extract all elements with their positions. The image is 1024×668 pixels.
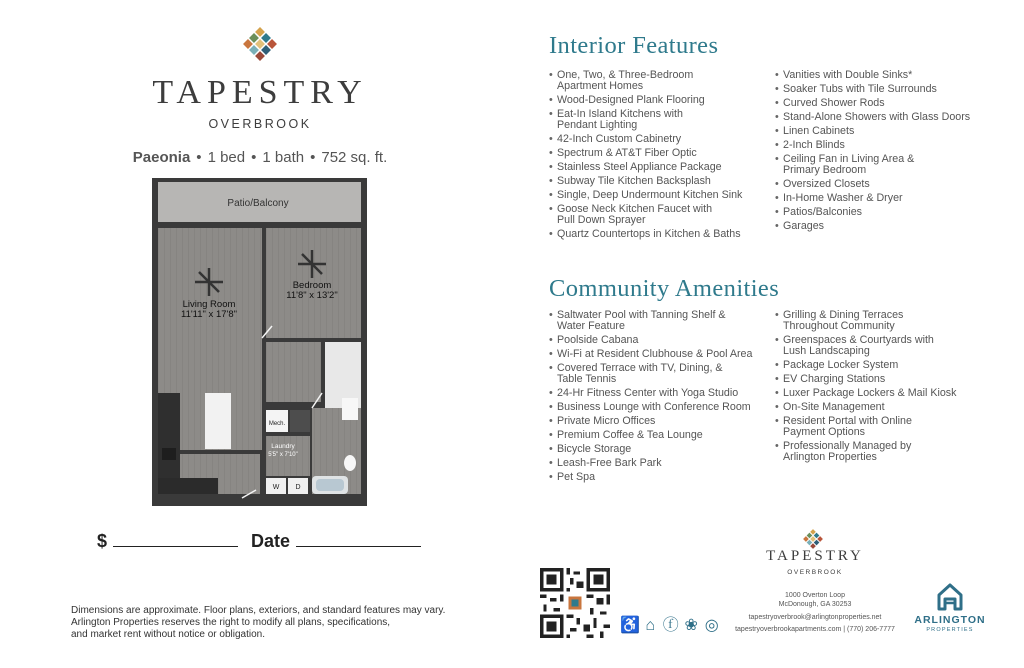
feature-item: • Spectrum & AT&T Fiber Optic (549, 148, 764, 159)
living-room-size: 11'11" x 17'8" (181, 309, 237, 320)
plan-beds: 1 bed (207, 149, 246, 166)
date-label: Date (251, 531, 291, 551)
feature-item: • Pet Spa (549, 472, 771, 483)
feature-item: • Ceiling Fan in Living Area & Primary Bedroom (775, 154, 990, 176)
feature-item: • Greenspaces & Courtyards with Lush Landscaping (775, 335, 990, 357)
feature-item: • Leash-Free Bark Park (549, 458, 771, 469)
feature-item: • Bicycle Storage (549, 444, 771, 455)
address-line-2: McDonough, GA 30253 (778, 600, 852, 608)
feature-item: • Business Lounge with Conference Room (549, 402, 771, 413)
community-amenities-list-2 (775, 310, 990, 466)
feature-item: • Eat-In Island Kitchens with Pendant Lighting (549, 109, 764, 131)
address-line-1: 1000 Overton Loop (785, 592, 845, 599)
feature-item: • Stainless Steel Appliance Package (549, 162, 764, 173)
feature-item: • Vanities with Double Sinks* (775, 70, 990, 81)
feature-item: • Patios/Balconies (775, 207, 990, 218)
feature-item: • On-Site Management (775, 402, 990, 413)
feature-item: • EV Charging Stations (775, 374, 990, 385)
feature-item: • Resident Portal with Online Payment Options (775, 416, 990, 438)
equal-housing-icon: ⌂ (645, 617, 656, 634)
bedroom-size: 11'8" x 13'2" (286, 290, 338, 301)
interior-features-list-2 (775, 70, 990, 235)
feature-item: • Professionally Managed by Arlington Properties (775, 441, 990, 463)
feature-item: • Stand-Alone Showers with Glass Doors (775, 112, 990, 123)
feature-item: • Luxer Package Lockers & Mail Kiosk (775, 388, 990, 399)
laundry-label: Laundry (271, 443, 295, 450)
accessibility-icons (620, 615, 720, 637)
feature-item: • Wood-Designed Plank Flooring (549, 95, 764, 106)
disclaimer-line: Arlington Properties reserves the right to modify all plans, specifications, (71, 617, 391, 629)
disclaimer-line: and market rent without notice or obligation. (71, 629, 265, 641)
feature-item: • One, Two, & Three-Bedroom Apartment Homes (549, 70, 764, 92)
plan-size: 752 sq. ft. (321, 149, 388, 166)
patio-label: Patio/Balcony (227, 198, 289, 209)
interior-features-list-1 (549, 70, 764, 243)
feature-item: • Poolside Cabana (549, 335, 771, 346)
feature-item: • 42-Inch Custom Cabinetry (549, 134, 764, 145)
brand-subtitle: OVERBROOK (208, 117, 312, 131)
dryer-label: D (295, 484, 301, 491)
laundry-size: 5'5" x 7'10" (268, 452, 298, 458)
disclaimer-line: Dimensions are approximate. Floor plans, exteriors, and standard features may vary. (71, 605, 446, 616)
plan-name: Paeonia (132, 149, 191, 166)
facebook-icon[interactable]: ⓕ (662, 617, 679, 634)
feature-item: • Saltwater Pool with Tanning Shelf & Water Feature (549, 310, 771, 332)
paw-icon: ❀ (684, 617, 698, 634)
feature-item: • 24-Hr Fitness Center with Yoga Studio (549, 388, 771, 399)
email-link[interactable]: tapestryoverbrook@arlingtonproperties.net (748, 614, 882, 621)
contact-block (720, 592, 910, 634)
footer-brand: TAPESTRY (766, 548, 864, 564)
footer-logo-icon (802, 528, 824, 550)
website-phone[interactable]: tapestryoverbrookapartments.com | (770) 206-7777 (735, 625, 895, 633)
footer-brand-sub: OVERBROOK (787, 569, 843, 576)
company-subtitle: PROPERTIES (926, 627, 974, 633)
disclaimer (71, 605, 491, 642)
mech-label: Mech. (268, 421, 286, 427)
wheelchair-icon: ♿ (620, 617, 640, 634)
arlington-logo-icon (937, 583, 963, 611)
washer-label: W (272, 484, 280, 491)
interior-features-title: Interior Features (549, 32, 719, 59)
bedroom-label: Bedroom (292, 280, 332, 291)
plan-baths: 1 bath (262, 149, 305, 166)
pet-friendly-icon: ◎ (704, 617, 719, 634)
feature-item: • Oversized Closets (775, 179, 990, 190)
living-room-label: Living Room (182, 299, 236, 310)
feature-item: • Covered Terrace with TV, Dining, & Table Tennis (549, 363, 771, 385)
feature-item: • Curved Shower Rods (775, 98, 990, 109)
feature-item: • Package Locker System (775, 360, 990, 371)
feature-item: • Premium Coffee & Tea Lounge (549, 430, 771, 441)
community-amenities-title: Community Amenities (549, 275, 780, 302)
date-blank[interactable] (296, 530, 421, 547)
feature-item: • Private Micro Offices (549, 416, 771, 427)
tapestry-logo-icon (240, 24, 280, 64)
price-label: $ (97, 531, 108, 551)
feature-item: • Garages (775, 221, 990, 232)
price-date-row (97, 530, 437, 552)
feature-item: • Goose Neck Kitchen Faucet with Pull Down Sprayer (549, 204, 764, 226)
feature-item: • Grilling & Dining Terraces Throughout Community (775, 310, 990, 332)
feature-item: • Subway Tile Kitchen Backsplash (549, 176, 764, 187)
floor-plan (152, 178, 367, 506)
community-amenities-list-1 (549, 310, 771, 486)
feature-item: • Soaker Tubs with Tile Surrounds (775, 84, 990, 95)
feature-item: • 2-Inch Blinds (775, 140, 990, 151)
feature-item: • Single, Deep Undermount Kitchen Sink (549, 190, 764, 201)
feature-item: • In-Home Washer & Dryer (775, 193, 990, 204)
feature-item: • Quartz Countertops in Kitchen & Baths (549, 229, 764, 240)
brand-title: TAPESTRY (152, 74, 368, 111)
price-blank[interactable] (113, 530, 238, 547)
plan-summary: Paeonia • 1 bed • 1 bath • 752 sq. ft. (132, 149, 388, 166)
feature-item: • Wi-Fi at Resident Clubhouse & Pool Area (549, 349, 771, 360)
qr-code-icon[interactable] (540, 568, 610, 638)
company-name: ARLINGTON (914, 614, 986, 626)
feature-item: • Linen Cabinets (775, 126, 990, 137)
